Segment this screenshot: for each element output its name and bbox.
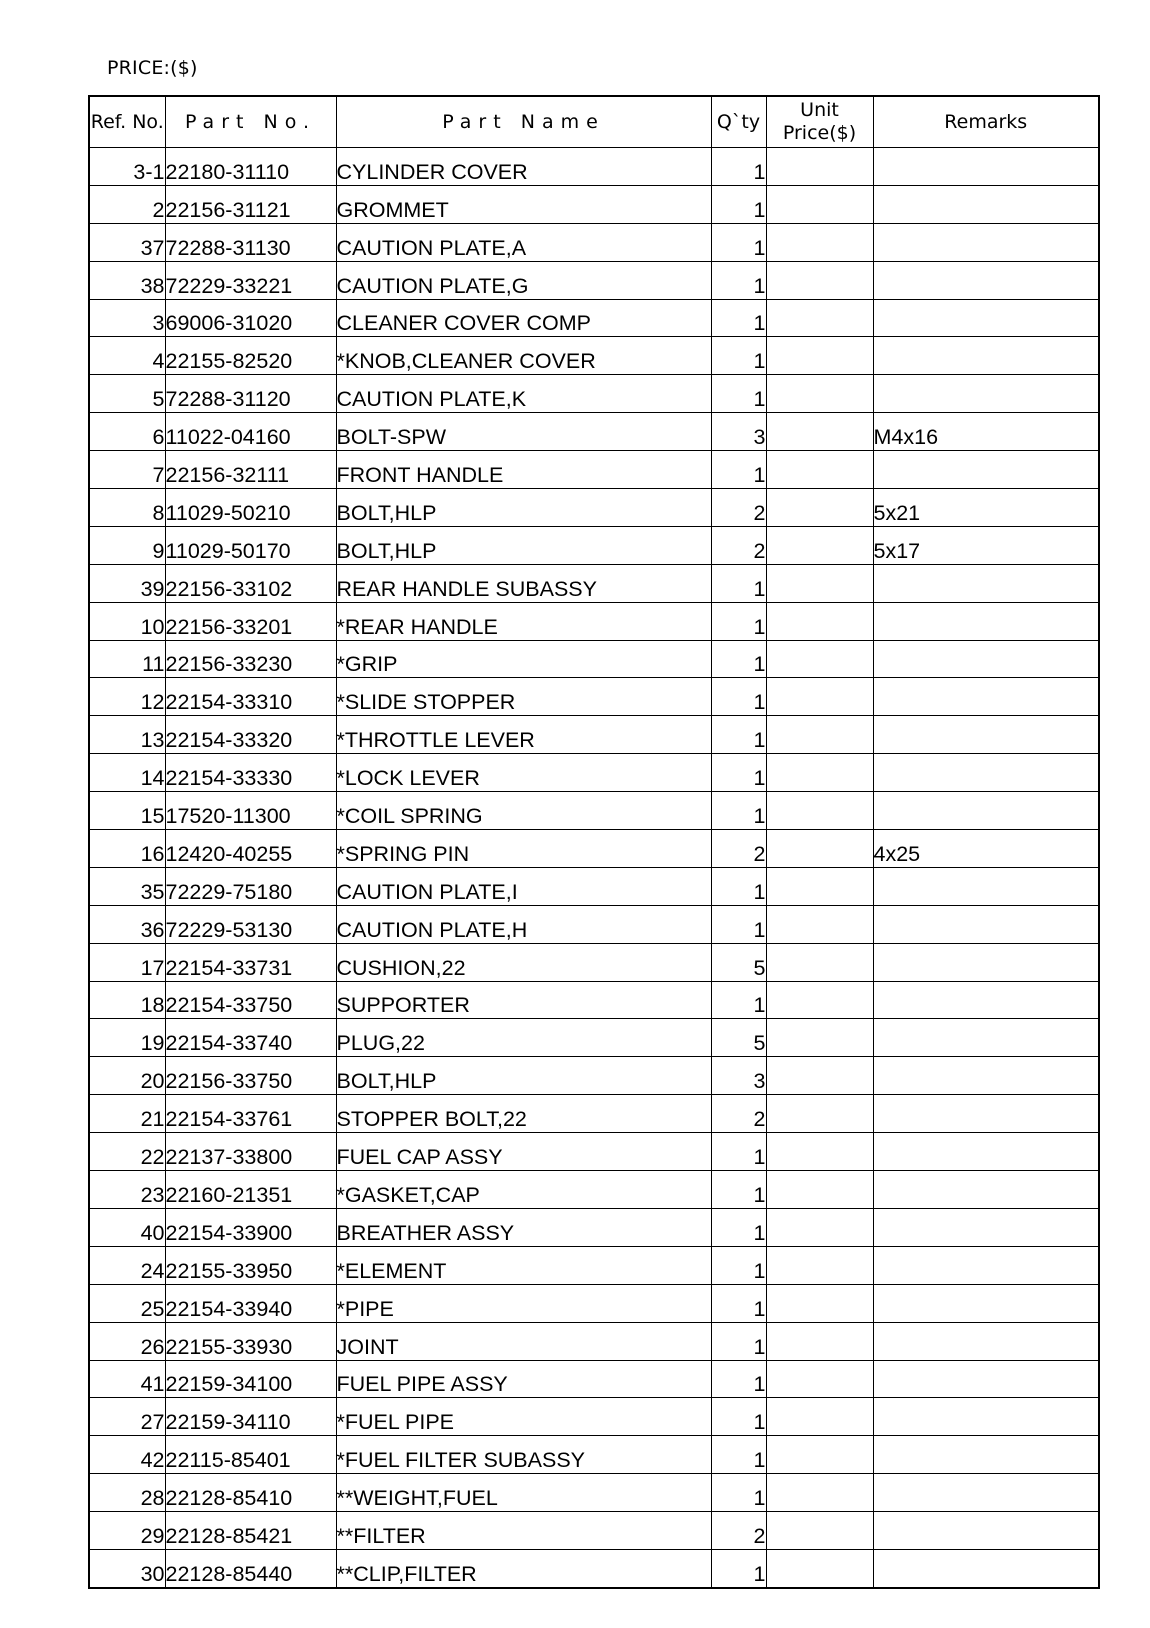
qty-cell: 2 <box>711 1095 766 1133</box>
table-row <box>89 1436 1099 1474</box>
part-name-cell: *THROTTLE LEVER <box>336 716 711 754</box>
column-header-part-no: Part No. <box>165 96 336 148</box>
part-name-cell: CUSHION,22 <box>336 943 711 981</box>
unit-price-cell <box>766 981 873 1019</box>
table-row <box>89 1360 1099 1398</box>
qty-cell: 1 <box>711 1322 766 1360</box>
table-row <box>89 867 1099 905</box>
table-row <box>89 602 1099 640</box>
remarks-cell: M4x16 <box>873 413 1099 451</box>
ref-no-cell: 11 <box>89 640 165 678</box>
unit-price-cell <box>766 943 873 981</box>
unit-price-cell <box>766 1019 873 1057</box>
unit-price-cell <box>766 1549 873 1587</box>
table-row <box>89 1208 1099 1246</box>
part-no-cell: 22154-33330 <box>165 754 336 792</box>
part-no-cell: 22154-33320 <box>165 716 336 754</box>
table-header-row <box>89 96 1099 148</box>
part-name-cell: *GASKET,CAP <box>336 1171 711 1209</box>
remarks-cell <box>873 1436 1099 1474</box>
qty-cell: 2 <box>711 830 766 868</box>
part-no-cell: 11029-50170 <box>165 526 336 564</box>
table-row <box>89 754 1099 792</box>
table-row <box>89 413 1099 451</box>
part-no-cell: 72229-33221 <box>165 261 336 299</box>
unit-price-cell <box>766 1208 873 1246</box>
parts-table-body <box>89 148 1099 1588</box>
unit-price-cell <box>766 337 873 375</box>
part-name-cell: CAUTION PLATE,A <box>336 223 711 261</box>
table-row <box>89 1549 1099 1587</box>
part-name-cell: *GRIP <box>336 640 711 678</box>
qty-cell: 2 <box>711 1512 766 1550</box>
unit-price-cell <box>766 1133 873 1171</box>
part-name-cell: *LOCK LEVER <box>336 754 711 792</box>
unit-price-cell <box>766 1322 873 1360</box>
qty-cell: 1 <box>711 223 766 261</box>
part-no-cell: 22155-82520 <box>165 337 336 375</box>
part-no-cell: 22155-33950 <box>165 1246 336 1284</box>
remarks-cell <box>873 299 1099 337</box>
part-no-cell: 22154-33750 <box>165 981 336 1019</box>
unit-price-cell <box>766 1474 873 1512</box>
unit-price-cell <box>766 640 873 678</box>
part-name-cell: CLEANER COVER COMP <box>336 299 711 337</box>
part-name-cell: REAR HANDLE SUBASSY <box>336 564 711 602</box>
remarks-cell <box>873 1057 1099 1095</box>
unit-price-cell <box>766 867 873 905</box>
part-no-cell: 22159-34100 <box>165 1360 336 1398</box>
part-no-cell: 12420-40255 <box>165 830 336 868</box>
price-label: PRICE:($) <box>107 57 198 79</box>
part-name-cell: SUPPORTER <box>336 981 711 1019</box>
table-row <box>89 148 1099 186</box>
column-header-part-name: Part Name <box>336 96 711 148</box>
ref-no-cell: 4 <box>89 337 165 375</box>
qty-cell: 1 <box>711 867 766 905</box>
ref-no-cell: 24 <box>89 1246 165 1284</box>
part-name-cell: BOLT,HLP <box>336 489 711 527</box>
qty-cell: 3 <box>711 1057 766 1095</box>
table-row <box>89 489 1099 527</box>
ref-no-cell: 27 <box>89 1398 165 1436</box>
remarks-cell <box>873 754 1099 792</box>
qty-cell: 1 <box>711 754 766 792</box>
remarks-cell <box>873 1133 1099 1171</box>
remarks-cell <box>873 1398 1099 1436</box>
ref-no-cell: 8 <box>89 489 165 527</box>
part-name-cell: *KNOB,CLEANER COVER <box>336 337 711 375</box>
part-no-cell: 22154-33900 <box>165 1208 336 1246</box>
part-name-cell: BOLT,HLP <box>336 1057 711 1095</box>
remarks-cell <box>873 1246 1099 1284</box>
qty-cell: 1 <box>711 1284 766 1322</box>
part-no-cell: 22128-85440 <box>165 1549 336 1587</box>
ref-no-cell: 38 <box>89 261 165 299</box>
remarks-cell <box>873 1019 1099 1057</box>
table-row <box>89 1474 1099 1512</box>
qty-cell: 1 <box>711 905 766 943</box>
ref-no-cell: 10 <box>89 602 165 640</box>
part-no-cell: 22156-33102 <box>165 564 336 602</box>
remarks-cell <box>873 792 1099 830</box>
part-name-cell: CYLINDER COVER <box>336 148 711 186</box>
unit-price-cell <box>766 905 873 943</box>
ref-no-cell: 16 <box>89 830 165 868</box>
ref-no-cell: 36 <box>89 905 165 943</box>
unit-price-cell <box>766 299 873 337</box>
qty-cell: 1 <box>711 299 766 337</box>
remarks-cell: 5x21 <box>873 489 1099 527</box>
ref-no-cell: 15 <box>89 792 165 830</box>
remarks-cell <box>873 981 1099 1019</box>
table-row <box>89 1019 1099 1057</box>
part-no-cell: 22160-21351 <box>165 1171 336 1209</box>
unit-price-cell <box>766 564 873 602</box>
remarks-cell <box>873 867 1099 905</box>
unit-price-cell <box>766 1398 873 1436</box>
part-name-cell: *FUEL FILTER SUBASSY <box>336 1436 711 1474</box>
ref-no-cell: 40 <box>89 1208 165 1246</box>
ref-no-cell: 37 <box>89 223 165 261</box>
unit-price-cell <box>766 1171 873 1209</box>
part-no-cell: 22180-31110 <box>165 148 336 186</box>
qty-cell: 1 <box>711 1549 766 1587</box>
ref-no-cell: 6 <box>89 413 165 451</box>
ref-no-cell: 35 <box>89 867 165 905</box>
column-header-qty: Q`ty <box>711 96 766 148</box>
ref-no-cell: 30 <box>89 1549 165 1587</box>
qty-cell: 1 <box>711 185 766 223</box>
table-row <box>89 830 1099 868</box>
table-row <box>89 905 1099 943</box>
unit-price-cell <box>766 716 873 754</box>
qty-cell: 1 <box>711 1171 766 1209</box>
qty-cell: 1 <box>711 261 766 299</box>
unit-price-label-line2: Price($) <box>782 122 857 144</box>
part-no-cell: 69006-31020 <box>165 299 336 337</box>
part-no-cell: 22154-33731 <box>165 943 336 981</box>
remarks-cell <box>873 602 1099 640</box>
qty-cell: 1 <box>711 1398 766 1436</box>
part-name-cell: CAUTION PLATE,H <box>336 905 711 943</box>
remarks-cell: 4x25 <box>873 830 1099 868</box>
part-no-cell: 22154-33740 <box>165 1019 336 1057</box>
qty-cell: 1 <box>711 981 766 1019</box>
ref-no-cell: 23 <box>89 1171 165 1209</box>
remarks-cell <box>873 223 1099 261</box>
part-name-cell: **CLIP,FILTER <box>336 1549 711 1587</box>
qty-cell: 1 <box>711 337 766 375</box>
part-name-cell: *SPRING PIN <box>336 830 711 868</box>
qty-cell: 5 <box>711 1019 766 1057</box>
part-no-cell: 22154-33310 <box>165 678 336 716</box>
qty-cell: 1 <box>711 716 766 754</box>
part-no-cell: 72288-31120 <box>165 375 336 413</box>
part-name-cell: *PIPE <box>336 1284 711 1322</box>
part-no-cell: 22154-33940 <box>165 1284 336 1322</box>
qty-cell: 5 <box>711 943 766 981</box>
remarks-cell <box>873 1322 1099 1360</box>
remarks-cell <box>873 1095 1099 1133</box>
part-name-cell: **FILTER <box>336 1512 711 1550</box>
part-name-cell: FUEL CAP ASSY <box>336 1133 711 1171</box>
unit-price-cell <box>766 792 873 830</box>
column-header-unit-price <box>766 96 873 148</box>
part-no-cell: 72229-53130 <box>165 905 336 943</box>
part-name-cell: CAUTION PLATE,G <box>336 261 711 299</box>
ref-no-cell: 21 <box>89 1095 165 1133</box>
remarks-cell <box>873 337 1099 375</box>
ref-no-cell: 12 <box>89 678 165 716</box>
unit-price-cell <box>766 754 873 792</box>
part-name-cell: CAUTION PLATE,I <box>336 867 711 905</box>
remarks-cell <box>873 564 1099 602</box>
part-name-cell: BREATHER ASSY <box>336 1208 711 1246</box>
table-row <box>89 299 1099 337</box>
ref-no-cell: 19 <box>89 1019 165 1057</box>
ref-no-cell: 29 <box>89 1512 165 1550</box>
table-row <box>89 716 1099 754</box>
part-name-cell: BOLT,HLP <box>336 526 711 564</box>
unit-price-cell <box>766 1360 873 1398</box>
remarks-cell <box>873 1284 1099 1322</box>
part-no-cell: 22159-34110 <box>165 1398 336 1436</box>
part-no-cell: 72229-75180 <box>165 867 336 905</box>
qty-cell: 1 <box>711 148 766 186</box>
part-name-cell: *FUEL PIPE <box>336 1398 711 1436</box>
unit-price-cell <box>766 1436 873 1474</box>
ref-no-cell: 17 <box>89 943 165 981</box>
part-name-cell: STOPPER BOLT,22 <box>336 1095 711 1133</box>
ref-no-cell: 3-1 <box>89 148 165 186</box>
remarks-cell <box>873 1208 1099 1246</box>
part-no-cell: 22156-33230 <box>165 640 336 678</box>
qty-cell: 1 <box>711 1360 766 1398</box>
qty-cell: 1 <box>711 678 766 716</box>
remarks-cell <box>873 1512 1099 1550</box>
qty-cell: 1 <box>711 564 766 602</box>
ref-no-cell: 7 <box>89 451 165 489</box>
part-no-cell: 22156-33750 <box>165 1057 336 1095</box>
table-row <box>89 1057 1099 1095</box>
table-row <box>89 792 1099 830</box>
ref-no-cell: 28 <box>89 1474 165 1512</box>
remarks-cell: 5x17 <box>873 526 1099 564</box>
remarks-cell <box>873 905 1099 943</box>
unit-price-cell <box>766 1284 873 1322</box>
table-row <box>89 375 1099 413</box>
table-row <box>89 1398 1099 1436</box>
table-row <box>89 943 1099 981</box>
qty-cell: 3 <box>711 413 766 451</box>
part-no-cell: 17520-11300 <box>165 792 336 830</box>
table-row <box>89 337 1099 375</box>
qty-cell: 1 <box>711 602 766 640</box>
unit-price-cell <box>766 223 873 261</box>
unit-price-cell <box>766 830 873 868</box>
unit-price-cell <box>766 1246 873 1284</box>
part-no-cell: 22155-33930 <box>165 1322 336 1360</box>
part-name-cell: BOLT-SPW <box>336 413 711 451</box>
remarks-cell <box>873 640 1099 678</box>
ref-no-cell: 20 <box>89 1057 165 1095</box>
qty-cell: 2 <box>711 526 766 564</box>
part-no-cell: 22156-33201 <box>165 602 336 640</box>
part-no-cell: 22128-85410 <box>165 1474 336 1512</box>
remarks-cell <box>873 1360 1099 1398</box>
unit-price-cell <box>766 1512 873 1550</box>
ref-no-cell: 25 <box>89 1284 165 1322</box>
ref-no-cell: 26 <box>89 1322 165 1360</box>
table-row <box>89 1512 1099 1550</box>
remarks-cell <box>873 185 1099 223</box>
remarks-cell <box>873 943 1099 981</box>
unit-price-cell <box>766 1057 873 1095</box>
table-row <box>89 640 1099 678</box>
ref-no-cell: 5 <box>89 375 165 413</box>
unit-price-cell <box>766 1095 873 1133</box>
table-row <box>89 1284 1099 1322</box>
unit-price-cell <box>766 375 873 413</box>
table-row <box>89 1322 1099 1360</box>
unit-price-cell <box>766 413 873 451</box>
ref-no-cell: 42 <box>89 1436 165 1474</box>
part-no-cell: 22154-33761 <box>165 1095 336 1133</box>
part-name-cell: JOINT <box>336 1322 711 1360</box>
parts-table <box>88 95 1100 1589</box>
qty-cell: 1 <box>711 1436 766 1474</box>
table-row <box>89 1246 1099 1284</box>
ref-no-cell: 3 <box>89 299 165 337</box>
table-row <box>89 678 1099 716</box>
qty-cell: 2 <box>711 489 766 527</box>
ref-no-cell: 14 <box>89 754 165 792</box>
remarks-cell <box>873 1171 1099 1209</box>
remarks-cell <box>873 678 1099 716</box>
qty-cell: 1 <box>711 451 766 489</box>
qty-cell: 1 <box>711 1246 766 1284</box>
remarks-cell <box>873 261 1099 299</box>
qty-cell: 1 <box>711 1474 766 1512</box>
qty-cell: 1 <box>711 375 766 413</box>
part-name-cell: FRONT HANDLE <box>336 451 711 489</box>
table-row <box>89 261 1099 299</box>
ref-no-cell: 9 <box>89 526 165 564</box>
unit-price-label-line1: Unit <box>800 99 839 121</box>
table-row <box>89 564 1099 602</box>
unit-price-cell <box>766 526 873 564</box>
unit-price-cell <box>766 489 873 527</box>
remarks-cell <box>873 716 1099 754</box>
part-no-cell: 22137-33800 <box>165 1133 336 1171</box>
unit-price-cell <box>766 602 873 640</box>
table-row <box>89 1171 1099 1209</box>
ref-no-cell: 22 <box>89 1133 165 1171</box>
remarks-cell <box>873 1474 1099 1512</box>
part-name-cell: FUEL PIPE ASSY <box>336 1360 711 1398</box>
part-no-cell: 72288-31130 <box>165 223 336 261</box>
ref-no-cell: 39 <box>89 564 165 602</box>
part-name-cell: CAUTION PLATE,K <box>336 375 711 413</box>
column-header-remarks: Remarks <box>873 96 1099 148</box>
remarks-cell <box>873 375 1099 413</box>
ref-no-cell: 41 <box>89 1360 165 1398</box>
table-row <box>89 526 1099 564</box>
part-name-cell: PLUG,22 <box>336 1019 711 1057</box>
part-no-cell: 22128-85421 <box>165 1512 336 1550</box>
remarks-cell <box>873 451 1099 489</box>
table-row <box>89 1095 1099 1133</box>
table-row <box>89 1133 1099 1171</box>
table-row <box>89 451 1099 489</box>
part-name-cell: *REAR HANDLE <box>336 602 711 640</box>
table-row <box>89 981 1099 1019</box>
qty-cell: 1 <box>711 792 766 830</box>
part-name-cell: *SLIDE STOPPER <box>336 678 711 716</box>
table-row <box>89 223 1099 261</box>
ref-no-cell: 2 <box>89 185 165 223</box>
table-row <box>89 185 1099 223</box>
qty-cell: 1 <box>711 1133 766 1171</box>
remarks-cell <box>873 1549 1099 1587</box>
ref-no-cell: 18 <box>89 981 165 1019</box>
part-no-cell: 22115-85401 <box>165 1436 336 1474</box>
unit-price-cell <box>766 451 873 489</box>
part-no-cell: 22156-32111 <box>165 451 336 489</box>
column-header-ref-no: Ref. No. <box>89 96 165 148</box>
remarks-cell <box>873 148 1099 186</box>
part-name-cell: GROMMET <box>336 185 711 223</box>
unit-price-cell <box>766 261 873 299</box>
unit-price-cell <box>766 678 873 716</box>
part-name-cell: *ELEMENT <box>336 1246 711 1284</box>
part-name-cell: *COIL SPRING <box>336 792 711 830</box>
part-no-cell: 22156-31121 <box>165 185 336 223</box>
qty-cell: 1 <box>711 640 766 678</box>
part-name-cell: **WEIGHT,FUEL <box>336 1474 711 1512</box>
part-no-cell: 11022-04160 <box>165 413 336 451</box>
ref-no-cell: 13 <box>89 716 165 754</box>
qty-cell: 1 <box>711 1208 766 1246</box>
unit-price-cell <box>766 148 873 186</box>
part-no-cell: 11029-50210 <box>165 489 336 527</box>
unit-price-cell <box>766 185 873 223</box>
